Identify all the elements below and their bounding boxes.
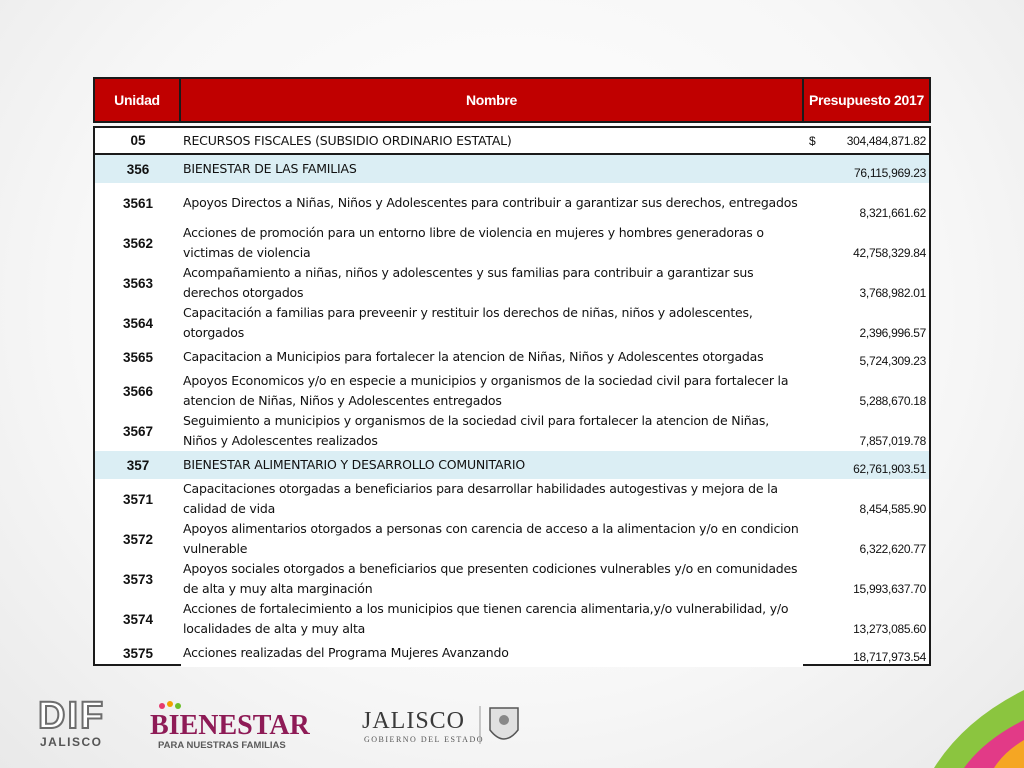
row-presupuesto: 3,768,982.01 xyxy=(859,286,926,300)
row-unidad: 3562 xyxy=(122,235,154,251)
row-presupuesto: 8,454,585.90 xyxy=(859,502,926,516)
row-nombre: Acompañamiento a niñas, niños y adolescentes y sus familias para contribuir a garantizar sus derechos otorgados xyxy=(181,263,803,303)
table-row xyxy=(95,599,929,639)
bienestar-logo xyxy=(150,700,330,756)
row-presupuesto-value: 304,484,871.82 xyxy=(846,133,926,148)
row-unidad: 3563 xyxy=(122,275,154,291)
table-row xyxy=(95,183,929,223)
table-row xyxy=(95,223,929,263)
row-unidad: 3565 xyxy=(122,349,154,365)
row-unidad: 357 xyxy=(126,457,150,473)
row-unidad: 05 xyxy=(130,133,146,148)
table-row xyxy=(95,479,929,519)
table-row xyxy=(95,559,929,599)
row-nombre: Acciones de fortalecimiento a los municipios que tienen carencia alimentaria,y/o vulnerabilidad, y/o localidades de alta y muy alta xyxy=(181,599,803,639)
row-presupuesto: 5,288,670.18 xyxy=(859,394,926,408)
dif-jalisco-logo xyxy=(36,694,116,750)
row-presupuesto xyxy=(803,128,929,153)
table-row xyxy=(95,411,929,451)
svg-text:DIF: DIF xyxy=(38,695,106,737)
row-presupuesto: 15,993,637.70 xyxy=(853,582,926,596)
svg-text:BIENESTAR: BIENESTAR xyxy=(150,710,310,741)
row-nombre: Capacitaciones otorgadas a beneficiarios para desarrollar habilidades autogestivas y mejora de la calidad de vida xyxy=(181,479,803,519)
table-row xyxy=(95,155,929,183)
row-unidad: 3572 xyxy=(122,531,154,547)
row-nombre: Acciones de promoción para un entorno libre de violencia en mujeres y hombres generadoras o victimas de violencia xyxy=(181,223,803,263)
row-unidad: 3564 xyxy=(122,315,154,331)
row-unidad: 3566 xyxy=(122,383,154,399)
row-unidad: 356 xyxy=(126,161,150,177)
row-presupuesto: 8,321,661.62 xyxy=(859,206,926,220)
row-nombre: Capacitación a familias para preveenir y restituir los derechos de niñas, niños y adolescentes, otorgados xyxy=(181,303,803,343)
row-nombre: RECURSOS FISCALES (SUBSIDIO ORDINARIO ESTATAL) xyxy=(181,128,803,153)
table-row xyxy=(95,303,929,343)
row-nombre: Acciones realizadas del Programa Mujeres Avanzando xyxy=(181,639,803,667)
svg-text:JALISCO: JALISCO xyxy=(362,708,466,734)
row-presupuesto: 7,857,019.78 xyxy=(859,434,926,448)
svg-text:JALISCO: JALISCO xyxy=(40,735,103,749)
row-presupuesto: 18,717,973.54 xyxy=(853,650,926,664)
row-unidad: 3573 xyxy=(122,571,154,587)
row-nombre: Seguimiento a municipios y organismos de la sociedad civil para fortalecer la atencion de Niñas, Niños y Adolescentes realizados xyxy=(181,411,803,451)
jalisco-gobierno-logo xyxy=(362,698,532,754)
header-nombre: Nombre xyxy=(181,79,804,121)
table-row xyxy=(95,371,929,411)
header-presupuesto: Presupuesto 2017 xyxy=(808,92,925,108)
row-unidad: 3575 xyxy=(122,645,154,661)
table-header xyxy=(93,77,931,123)
row-presupuesto: 13,273,085.60 xyxy=(853,622,926,636)
row-nombre: Apoyos Directos a Niñas, Niños y Adolescentes para contribuir a garantizar sus derechos, entregados xyxy=(181,183,803,223)
table-row xyxy=(95,128,929,155)
row-nombre: BIENESTAR ALIMENTARIO Y DESARROLLO COMUNITARIO xyxy=(181,451,803,479)
row-presupuesto: 2,396,996.57 xyxy=(859,326,926,340)
svg-text:PARA NUESTRAS FAMILIAS: PARA NUESTRAS FAMILIAS xyxy=(158,740,286,751)
row-unidad: 3561 xyxy=(122,195,154,211)
table-row xyxy=(95,263,929,303)
row-nombre: Capacitacion a Municipios para fortalecer la atencion de Niñas, Niños y Adolescentes otorgadas xyxy=(181,343,803,371)
footer-logos xyxy=(0,680,1024,768)
row-presupuesto: 76,115,969.23 xyxy=(854,166,926,180)
table-row xyxy=(95,639,929,667)
decorative-swoosh xyxy=(894,680,1024,768)
row-presupuesto: 5,724,309.23 xyxy=(859,354,926,368)
row-presupuesto: 62,761,903.51 xyxy=(853,462,926,476)
header-unidad: Unidad xyxy=(95,79,181,121)
budget-table xyxy=(93,126,931,666)
row-nombre: Apoyos alimentarios otorgados a personas con carencia de acceso a la alimentacion y/o en condicion vulnerable xyxy=(181,519,803,559)
table-row xyxy=(95,451,929,479)
table-row xyxy=(95,343,929,371)
row-unidad: 3567 xyxy=(122,423,154,439)
row-presupuesto: 42,758,329.84 xyxy=(853,246,926,260)
row-nombre: BIENESTAR DE LAS FAMILIAS xyxy=(181,155,803,183)
row-presupuesto: 6,322,620.77 xyxy=(859,542,926,556)
table-row xyxy=(95,519,929,559)
row-nombre: Apoyos sociales otorgados a beneficiarios que presenten codiciones vulnerables y/o en comunidades de alta y muy alta marginación xyxy=(181,559,803,599)
row-unidad: 3571 xyxy=(122,491,154,507)
row-unidad: 3574 xyxy=(122,611,154,627)
currency-symbol: $ xyxy=(809,133,816,148)
row-nombre: Apoyos Economicos y/o en especie a municipios y organismos de la sociedad civil para fortalecer la atencion de Niñas, Niños y Adolescentes entregados xyxy=(181,371,803,411)
svg-text:GOBIERNO DEL ESTADO: GOBIERNO DEL ESTADO xyxy=(364,735,484,744)
